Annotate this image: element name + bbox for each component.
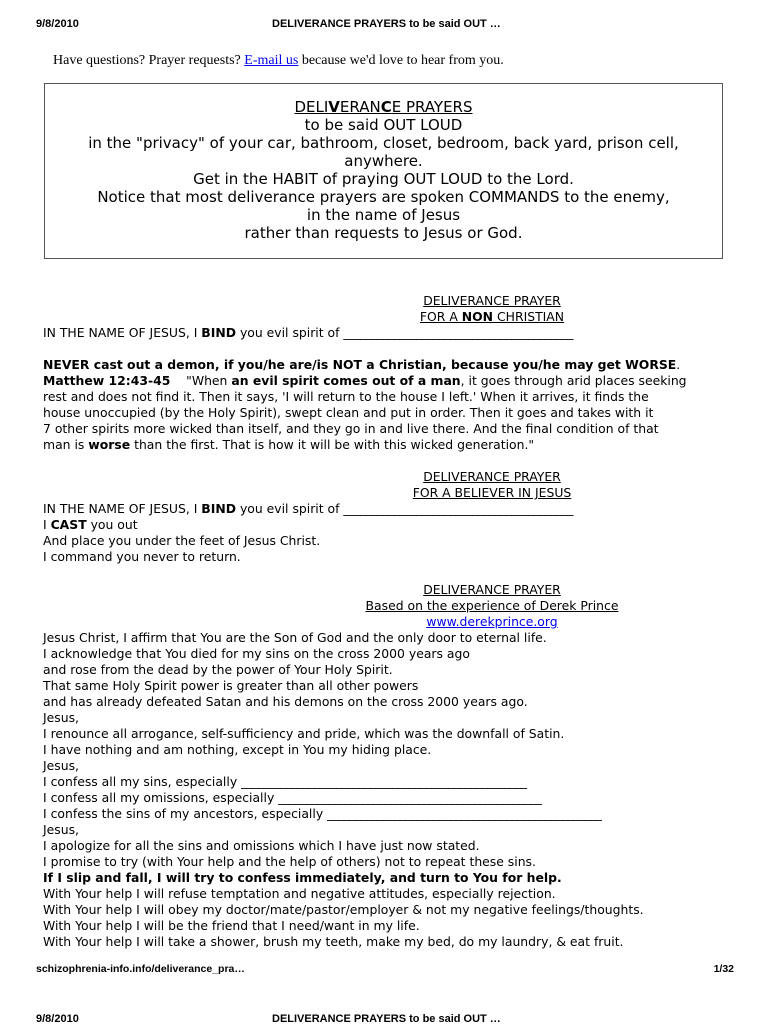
prayer-line: Jesus, (43, 822, 79, 837)
bold-prayer-line: If I slip and fall, I will try to confess immediately, and turn to You for help. (43, 870, 562, 885)
box-line: anywhere. (344, 152, 423, 170)
intro-prefix: Have questions? Prayer requests? (53, 53, 245, 68)
intro-box (44, 83, 723, 259)
prayer-line: With Your help I will take a shower, brush my teeth, make my bed, do my laundry, & eat fruit. (43, 934, 624, 949)
warning-line (43, 357, 680, 373)
blank-line: ___________________________________________________ (241, 774, 527, 789)
confess-line (43, 790, 541, 806)
blank-line: _________________________________________ (343, 325, 573, 340)
cast-text: I (43, 517, 51, 532)
prayer-line: I apologize for all the sins and omissions which I have just now stated. (43, 838, 480, 853)
confess-line (43, 806, 601, 822)
prayer-line: Jesus, (43, 710, 79, 725)
prayer-line: Jesus, (43, 758, 79, 773)
verse-bold: worse (88, 437, 131, 452)
bind-text: you evil spirit of (236, 325, 344, 340)
print-date: 9/8/2010 (36, 1013, 79, 1025)
print-title: DELIVERANCE PRAYERS to be said OUT … (272, 18, 501, 30)
subheading-text: CHRISTIAN (493, 309, 565, 324)
section3-subheading: Based on the experience of Derek Prince (365, 598, 619, 613)
section1-heading: DELIVERANCE PRAYER (423, 293, 561, 308)
intro-line (53, 53, 504, 69)
prayer-line: With Your help I will refuse temptation and negative attitudes, especially rejection. (43, 886, 556, 901)
verse-text: than the first. That is how it will be with this wicked generation." (130, 437, 535, 452)
footer-url: schizophrenia-info.info/deliverance_pra… (36, 963, 245, 975)
blank-line: _________________________________________ (343, 501, 573, 516)
confess-line (43, 774, 526, 790)
page-number: 1/32 (713, 963, 734, 975)
print-title: DELIVERANCE PRAYERS to be said OUT … (272, 1013, 501, 1025)
blank-line: _______________________________________________ (278, 790, 542, 805)
prayer-line: Jesus Christ, I affirm that You are the Son of God and the only door to eternal life. (43, 630, 547, 645)
confess-text: I confess all my sins, especially (43, 774, 242, 789)
warning-bold: NEVER cast out a demon, if you/he are/is NOT a Christian, because you/he may get (43, 357, 626, 372)
verse-reference: Matthew 12:43-45 (43, 373, 171, 388)
section1-subheading (0, 309, 768, 325)
box-line: Notice that most deliverance prayers are spoken COMMANDS to the enemy, (97, 188, 670, 206)
prayer-line: I renounce all arrogance, self-sufficiency and pride, which was the downfall of Satin. (43, 726, 565, 741)
warning-bold: WORSE (625, 357, 677, 372)
subheading-bold: NON (461, 309, 494, 324)
warning-text: . (676, 357, 681, 372)
bind-text: IN THE NAME OF JESUS, I (43, 325, 202, 340)
bind-line (43, 325, 573, 341)
prayer-line: I acknowledge that You died for my sins on the cross 2000 years ago (43, 646, 470, 661)
box-line: Get in the HABIT of praying OUT LOUD to the Lord. (193, 170, 574, 188)
prayer-line: That same Holy Spirit power is greater than all other powers (43, 678, 419, 693)
box-title-part: ERAN (339, 98, 381, 116)
box-title-part: DELI (294, 98, 329, 116)
bind-bold: BIND (201, 501, 237, 516)
derek-prince-link[interactable]: www.derekprince.org (426, 614, 558, 629)
verse-text: , it goes through arid places seeking (460, 373, 687, 388)
prayer-line: And place you under the feet of Jesus Christ. (43, 533, 321, 548)
bind-text: IN THE NAME OF JESUS, I (43, 501, 202, 516)
verse-text: man is (43, 437, 89, 452)
box-title-part: V (328, 98, 340, 116)
prayer-line: I command you never to return. (43, 549, 241, 564)
bind-bold: BIND (201, 325, 237, 340)
verse-line: rest and does not find it. Then it says, 'I will return to the house I left.' When it arrives, it finds the (43, 389, 649, 404)
subheading-text: FOR A (419, 309, 462, 324)
verse-line: 7 other spirits more wicked than itself, and they go in and live there. And the final condition of that (43, 421, 659, 436)
prayer-line: I promise to try (with Your help and the help of others) not to repeat these sins. (43, 854, 536, 869)
box-line: in the "privacy" of your car, bathroom, closet, bedroom, back yard, prison cell, (88, 134, 679, 152)
blank-line: _________________________________________________ (327, 806, 602, 821)
verse-line (43, 437, 534, 453)
prayer-line: With Your help I will be the friend that I need/want in my life. (43, 918, 420, 933)
cast-line (43, 517, 138, 533)
box-line: rather than requests to Jesus or God. (244, 224, 523, 242)
box-title-part: C (380, 98, 392, 116)
box-title-part: E PRAYERS (391, 98, 473, 116)
prayer-line: I have nothing and am nothing, except in You my hiding place. (43, 742, 432, 757)
box-title (45, 98, 722, 116)
verse-bold: an evil spirit comes out of a man (231, 373, 461, 388)
prayer-line: and rose from the dead by the power of Your Holy Spirit. (43, 662, 393, 677)
section3-link-line (0, 614, 768, 630)
section2-heading: DELIVERANCE PRAYER (423, 469, 561, 484)
print-date: 9/8/2010 (36, 18, 79, 30)
confess-text: I confess all my omissions, especially (43, 790, 279, 805)
bind-line (43, 501, 573, 517)
intro-suffix: because we'd love to hear from you. (298, 53, 504, 68)
prayer-line: and has already defeated Satan and his demons on the cross 2000 years ago. (43, 694, 528, 709)
prayer-line: With Your help I will obey my doctor/mate/pastor/employer & not my negative feelings/thoughts. (43, 902, 644, 917)
verse-line (43, 373, 687, 389)
cast-text: you out (86, 517, 138, 532)
verse-line: house unoccupied (by the Holy Spirit), swept clean and put in order. Then it goes and takes with it (43, 405, 654, 420)
section2-subheading: FOR A BELIEVER IN JESUS (412, 485, 572, 500)
confess-text: I confess the sins of my ancestors, especially (43, 806, 328, 821)
email-link[interactable]: E-mail us (244, 53, 299, 68)
box-line: to be said OUT LOUD (304, 116, 463, 134)
cast-bold: CAST (50, 517, 87, 532)
section3-heading: DELIVERANCE PRAYER (423, 582, 561, 597)
box-line: in the name of Jesus (306, 206, 461, 224)
verse-text: "When (170, 373, 232, 388)
bind-text: you evil spirit of (236, 501, 344, 516)
print-footer (36, 963, 734, 975)
